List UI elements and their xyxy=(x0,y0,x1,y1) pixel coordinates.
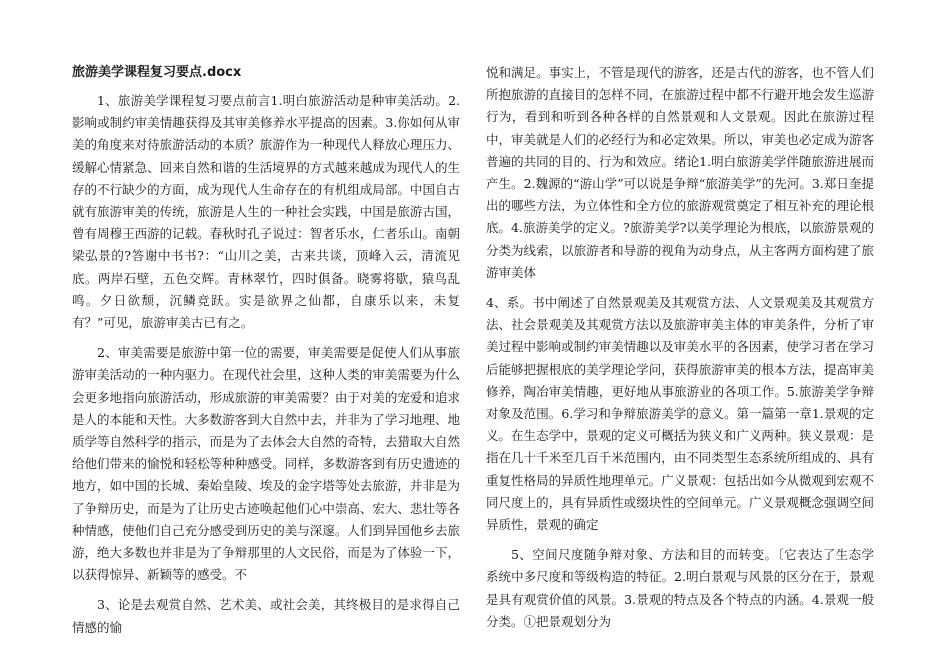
paragraph-4: 4、系。书中阐述了自然景观美及其观赏方法、人文景观美及其观赏方法、社会景观美及其观赏方法以及旅游审美主体的审美条件，分析了审美过程中影响或制约审美情趣以及审美水平的各因素，使学习者在学习后能够把握根底的美学理论学问，获得旅游审美的根本方法，提高审美修养，陶冶审美情趣，更好地从事旅游业的各项工作。5.旅游美学争辩对象及范围。6.学习和争辩旅游美学的意义。第一篇第一章1.景观的定义。在生态学中，景观的定义可概括为狭义和广义两种。狭义景观：是指在几十千米至几百千米范围内，由不同类型生态系统所组成的、具有重复性格局的异质性地理单元。广义景观：包括出如今从微观到宏观不同尺度上的，具有异质性或缀块性的空间单元。广义景观概念强调空间异质性，景观的确定 xyxy=(486,295,874,533)
left-column xyxy=(72,62,460,647)
document-title: 旅游美学课程复习要点.docx xyxy=(72,65,242,80)
paragraph-1: 1、旅游美学课程复习要点前言1.明白旅游活动是种审美活动。2.影响或制约审美情趣获得及其审美修养水平提高的因素。3.你如何从审美的角度来对待旅游活动的本质？旅游作为一种现代人释放心理压力、缓解心情紧急、回来自然和谐的生活境界的方式越来越成为现代人的生存的不行缺少的方面，成为现代人生命存在的有机组成局部。中国自古就有旅游审美的传统，旅游是人生的一种社会实践，中国是旅游古国，曾有周穆王西游的记载。春秋时孔子说过：智者乐水，仁者乐山。南朝梁弘景的?答谢中书书?：“山川之美，古来共谈，顶峰入云，清流见底。两岸石壁，五色交辉。青林翠竹，四时俱备。晓雾将歇，猿鸟乱鸣。夕日欲颓，沉鳞竞跃。实是欲界之仙都，自康乐以来，未复有？”可见，旅游审美古已有之。 xyxy=(72,93,460,331)
right-column xyxy=(486,62,874,641)
paragraph-3-continued: 悦和满足。事实上，不管是现代的游客，还是古代的游客，也不管人们所抱旅游的直接目的怎样不同，在旅游过程中都不行避开地会发生巡游行为，看到和听到各种各样的自然景观和人文景观。因此在旅游过程中，审美就是人们的必经行为和必定效果。所以，审美也必定成为游客普遍的共同的目的、行为和效应。绪论1.明白旅游美学伴随旅游进展而产生。2.魏源的“游山学”可以说是争辩“旅游美学”的先河。3.郑日奎提出的哪些方法，为立体性和全方位的旅游观赏奠定了相互补充的理论根底。4.旅游美学的定义。?旅游美学?以美学理论为根底，以旅游景观的分类为线索，以旅游者和导游的视角为动身点，从主客两方面构建了旅游审美体 xyxy=(486,65,874,280)
paragraph-2: 2、审美需要是旅游中第一位的需要，审美需要是促使人们从事旅游审美活动的一种内驱力。在现代社会里，这种人类的审美需要为什么会更多地指向旅游活动，形成旅游的审美需要？由于对美的宠爱和追求是人的本能和天性。大多数游客到大自然中去，并非为了学习地理、地质学等自然科学的指示，而是为了去体会大自然的奇特，去猎取大自然给他们带来的愉悦和轻松等种种感受。同样，多数游客到有历史遗迹的地方，如中国的长城、秦始皇陵、埃及的金字塔等处去旅游，并非是为了争辩历史，而是为了让历史古迹唤起他们心中崇高、宏大、悲壮等各种情感，使他们自己充分感受到历史的美与深邃。人们到异国他乡去旅游，绝大多数也并非是为了争辩那里的人文民俗，而是为了体验一下，以获得惊异、新颖等的感受。不 xyxy=(72,345,460,583)
paragraph-5: 5、空间尺度随争辩对象、方法和目的而转变。〔它表达了生态学系统中多尺度和等级构造的特征。2.明白景观与风景的区分在于，景观是具有观赏价值的风景。3.景观的特点及各个特点的内涵。4.景观一般分类。①把景观划分为 xyxy=(486,547,874,629)
paragraph-3: 3、论是去观赏自然、艺术美、或社会美，其终极目的是求得自己情感的愉 xyxy=(72,597,460,635)
